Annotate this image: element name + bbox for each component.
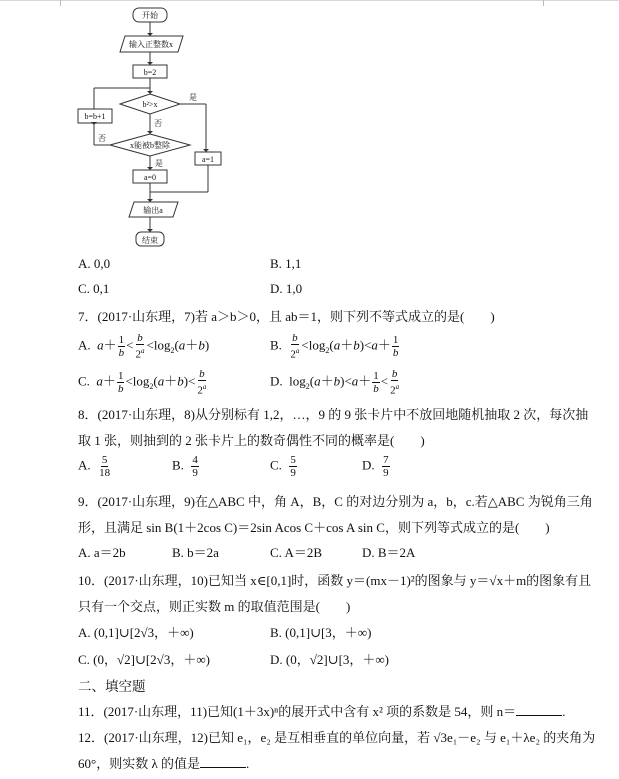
q9-option-d: D. B＝2A — [362, 545, 416, 560]
q12-line1: 12．(2017·山东理，12)已知 e₁，e₂ 是互相垂直的单位向量，若 √3e₁－e₂ 与 e₁＋λe₂ 的夹角为 — [78, 730, 596, 745]
flow-end-text: 结束 — [142, 236, 158, 245]
q11-answer-blank — [516, 703, 562, 716]
q10-option-c: C. (0，√2]∪[2√3，＋∞) — [78, 652, 210, 667]
q9-stem-line1: 9．(2017·山东理，9)在△ABC 中，角 A，B，C 的对边分别为 a，b，c.若△ABC 为锐角三角 — [78, 494, 593, 509]
flowchart — [70, 6, 250, 250]
q8-option-a: A. $\frac{5}{18}$ — [78, 454, 111, 479]
flow-cond1-text: b²>x — [142, 100, 158, 109]
q6-option-c: C. 0,1 — [78, 281, 110, 296]
q7-option-c: C. a＋ $\frac{1}{b}$ $<\log_2(a+b)<$ $\frac{b}{2^a}$ — [78, 368, 207, 397]
q10-stem-line1: 10．(2017·山东理，10)已知当 x∈[0,1]时，函数 y＝(mx－1)²的图象与 y＝√x＋m的图象有且 — [78, 573, 592, 588]
flow-start-text: 开始 — [142, 11, 158, 20]
q9-option-a: A. a＝2b — [78, 545, 126, 560]
q10-option-b: B. (0,1]∪[3，＋∞) — [270, 625, 372, 640]
q12-line2: 60°，则实数 λ 的值是 . — [78, 756, 250, 771]
flow-input-text: 输入正整数x — [129, 40, 173, 49]
q7-option-b: B. $\frac{b}{2^a}$ $<\log_2(a+b)<a+$ $\frac{1}{b}$ — [270, 332, 399, 361]
q6-option-b: B. 1,1 — [270, 256, 302, 271]
q11-line: 11．(2017·山东理，11)已知(1＋3x)ⁿ的展开式中含有 x² 项的系数是 54，则 n＝ . — [78, 704, 566, 719]
q7-option-a: A. a＋ $\frac{1}{b}$ < $\frac{b}{2^a}$ $<\log_2(a+b)$ — [78, 332, 210, 361]
q10-option-a: A. (0,1]∪[2√3，＋∞) — [78, 625, 194, 640]
q7-stem: 7．(2017·山东理，7)若 a＞b＞0，且 ab＝1，则下列不等式成立的是( ) — [78, 309, 495, 324]
flow-a0-text: a=0 — [143, 173, 157, 182]
flow-no1-text: 否 — [154, 119, 162, 128]
q8-option-b: B. $\frac{4}{9}$ — [172, 454, 198, 479]
flow-yes2-text: 是 — [155, 159, 163, 168]
flow-output-text: 输出a — [143, 206, 163, 215]
q8-option-c: C. $\frac{5}{9}$ — [270, 454, 296, 479]
q8-stem-line1: 8．(2017·山东理，8)从分别标有 1,2，…，9 的 9 张卡片中不放回地随机抽取 2 次，每次抽 — [78, 407, 589, 422]
margin-mark — [60, 0, 61, 6]
q9-stem-line2: 形，且满足 sin B(1＋2cos C)＝2sin Acos C＋cos A sin C，则下列等式成立的是( ) — [78, 520, 550, 535]
q6-option-d: D. 1,0 — [270, 281, 303, 296]
q6-option-a: A. 0,0 — [78, 256, 111, 271]
q12-text: 60°，则实数 λ 的值是 — [78, 756, 201, 771]
section-heading-fill-blank: 二、填空题 — [78, 679, 146, 694]
q9-option-b: B. b＝2a — [172, 545, 219, 560]
q9-option-c: C. A＝2B — [270, 545, 323, 560]
q10-option-d: D. (0，√2]∪[3，＋∞) — [270, 652, 389, 667]
flow-yes1-text: 是 — [189, 93, 197, 102]
q11-text: 11．(2017·山东理，11)已知(1＋3x)ⁿ的展开式中含有 x² 项的系数是 54，则 n＝ — [78, 704, 517, 719]
flow-no2-text: 否 — [98, 134, 106, 143]
margin-mark — [543, 0, 544, 6]
flow-a1-text: a=1 — [201, 155, 215, 164]
q12-answer-blank — [200, 755, 246, 768]
q8-stem-line2: 取 1 张，则抽到的 2 张卡片上的数奇偶性不同的概率是( ) — [78, 433, 425, 448]
flow-inc-text: b=b+1 — [84, 112, 106, 121]
flow-cond2-text: x能被b整除 — [130, 141, 170, 150]
q10-stem-line2: 只有一个交点，则正实数 m 的取值范围是( ) — [78, 599, 351, 614]
q8-option-d: D. $\frac{7}{9}$ — [362, 454, 389, 479]
q7-option-d: D. $\log_2(a+b)<a+$ $\frac{1}{b}$ < $\frac{b}{2^a}$ — [270, 368, 400, 397]
flow-init-text: b=2 — [143, 68, 157, 77]
